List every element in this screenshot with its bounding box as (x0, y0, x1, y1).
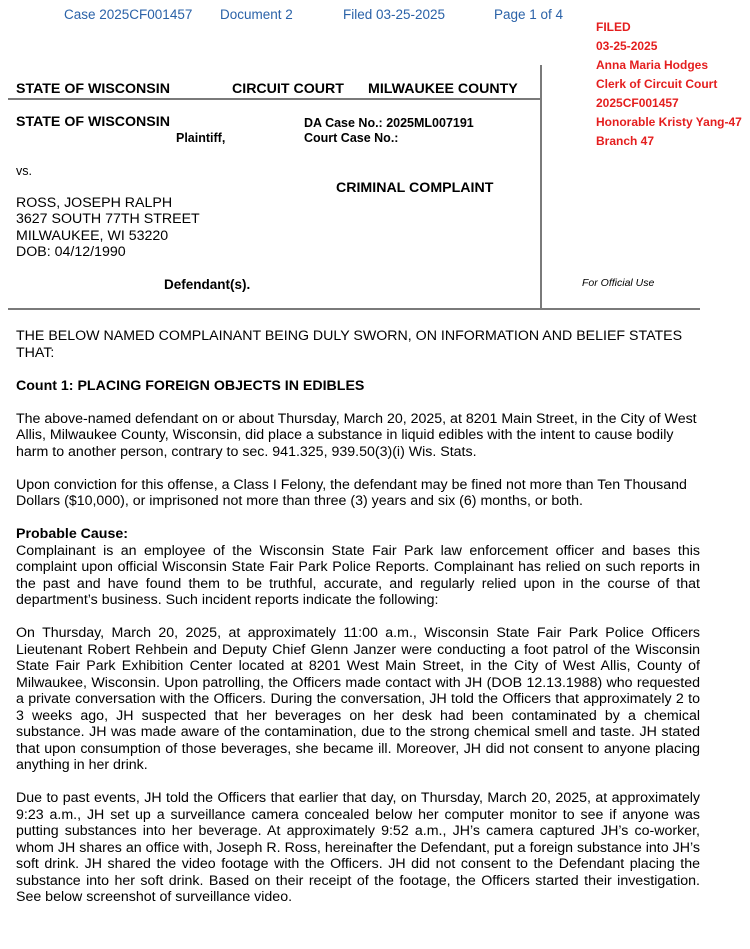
official-use-label: For Official Use (582, 277, 655, 289)
stamp-date: 03-25-2025 (596, 39, 658, 53)
header-document-number: Document 2 (220, 7, 293, 22)
stamp-filed: FILED (596, 20, 631, 34)
caption-bottom-rule (8, 308, 700, 310)
probable-cause-text: Complainant is an employee of the Wisconsin State Fair Park law enforcement officer and bases this complaint upon official Wisconsin State Fair Park Police Reports. Complainant has relied on such reports in the past and have found them to be truthful, accurate, and regularly relied upon in the course of that department’s business. Such incident reports indicate the following: (16, 542, 700, 608)
caption-top-rule (8, 98, 541, 100)
stamp-clerk-name: Anna Maria Hodges (596, 58, 709, 72)
penalty-description: Upon conviction for this offense, a Class I Felony, the defendant may be fined not more than Ten Thousand Dollars ($10,000), or imprisoned not more than three (3) years and six (6) months, or both. (16, 476, 687, 509)
sworn-intro: THE BELOW NAMED COMPLAINANT BEING DULY SWORN, ON INFORMATION AND BELIEF STATES THAT: (16, 328, 683, 361)
count-heading: Count 1: PLACING FOREIGN OBJECTS IN EDIBLES (16, 377, 365, 394)
filing-stamp (596, 18, 742, 151)
narrative-paragraph-2: Due to past events, JH told the Officers that earlier that day, on Thursday, March 20, 2025, at approximately 9:23 a.m., JH set up a surveillance camera concealed below her computer monitor to see if anyone was putting substances into her beverage. At approximately 9:52 a.m., JH’s camera captured JH’s co-worker, whom JH shares an office with, Joseph R. Ross, hereinafter the Defendant, put a foreign substance into JH’s soft drink. JH shared the video footage with the Officers. JH did not consent to the Defendant placing the substance into her soft drink. Based on their receipt of the footage, the Officers started their investigation. See below screenshot of surveillance video. (16, 790, 700, 905)
defendant-block (16, 195, 200, 261)
caption-court: CIRCUIT COURT (232, 81, 344, 97)
stamp-branch: Branch 47 (596, 134, 655, 148)
stamp-clerk-title: Clerk of Circuit Court (596, 77, 718, 91)
caption-state: STATE OF WISCONSIN (16, 81, 170, 97)
stamp-case-number: 2025CF001457 (596, 96, 679, 110)
header-case-number: Case 2025CF001457 (64, 7, 193, 22)
defendant-label: Defendant(s). (164, 277, 251, 292)
versus-label: vs. (16, 164, 32, 178)
court-case-number: Court Case No.: (304, 131, 399, 145)
stamp-judge: Honorable Kristy Yang-47 (596, 115, 742, 129)
caption-county: MILWAUKEE COUNTY (368, 81, 518, 97)
header-page-number: Page 1 of 4 (494, 7, 564, 22)
da-case-number: DA Case No.: 2025ML007191 (304, 116, 474, 130)
document-title: CRIMINAL COMPLAINT (336, 180, 494, 196)
complaint-body (16, 328, 700, 922)
plaintiff-label: Plaintiff, (176, 131, 226, 145)
defendant-name: ROSS, JOSEPH RALPH (16, 195, 173, 211)
plaintiff-name: STATE OF WISCONSIN (16, 114, 170, 130)
header-filed-date: Filed 03-25-2025 (343, 7, 446, 22)
narrative-paragraph-1: On Thursday, March 20, 2025, at approximately 11:00 a.m., Wisconsin State Fair Park Police Officers Lieutenant Robert Rehbein and Deputy Chief Glenn Janzer were conducting a foot patrol of the Wisconsin State Fair Park Exhibition Center located at 8201 West Main Street, in the City of West Allis, County of Milwaukee, Wisconsin. Upon patrolling, the Officers made contact with JH (DOB 12.13.1988) who requested a private conversation with the Officers. During the conversation, JH told the Officers that approximately 2 to 3 weeks ago, JH suspected that her beverages on her desk had been contaminated by a chemical substance. JH was made aware of the contamination, due to the strong chemical smell and taste. JH stated that upon consumption of those beverages, she became ill. Moreover, JH did not consent to anyone placing anything in her drink. (16, 625, 700, 773)
caption-vertical-divider (540, 65, 542, 310)
defendant-street: 3627 SOUTH 77TH STREET (16, 211, 200, 228)
probable-cause-heading: Probable Cause: (16, 526, 128, 542)
defendant-city: MILWAUKEE, WI 53220 (16, 227, 169, 244)
defendant-dob: DOB: 04/12/1990 (16, 244, 126, 261)
count-description: The above-named defendant on or about Thursday, March 20, 2025, at 8201 Main Street, in the City of West Allis, Milwaukee County, Wisconsin, did place a substance in liquid edibles with the intent to cause bodily harm to another person, contrary to sec. 941.325, 939.50(3)(i) Wis. Stats. (16, 410, 697, 460)
